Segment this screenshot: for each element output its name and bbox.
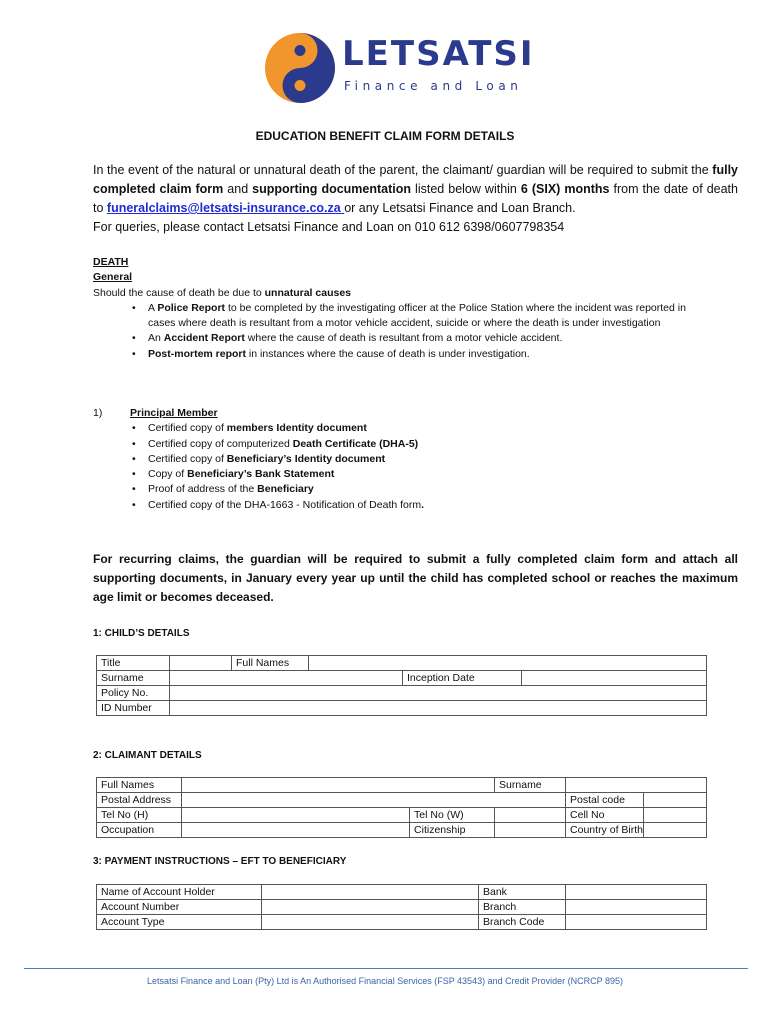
intro-emphasis: supporting documentation (252, 182, 412, 196)
principal-number: 1) (93, 407, 103, 419)
claimant-details-table (96, 777, 707, 838)
branch-field[interactable] (566, 900, 707, 915)
list-item (148, 498, 693, 513)
claimant-details-heading: 2: CLAIMANT DETAILS (93, 750, 202, 761)
intro-text: from the date of death to (93, 182, 738, 215)
occupation-field[interactable] (182, 823, 410, 838)
item-emphasis: Beneficiary’s Identity document (226, 452, 386, 465)
citizenship-label: Citizenship (410, 823, 495, 838)
tel-w-label: Tel No (W) (410, 808, 495, 823)
country-of-birth-label: Country of Birth (566, 823, 644, 838)
full-names-label: Full Names (232, 656, 309, 671)
policy-no-field[interactable] (170, 686, 707, 701)
list-item (148, 467, 693, 482)
branch-code-label: Branch Code (479, 915, 566, 930)
title-field[interactable] (170, 656, 232, 671)
intro-paragraph (93, 161, 738, 218)
death-lead (93, 286, 693, 301)
list-item (148, 301, 693, 332)
claimant-surname-field[interactable] (566, 778, 707, 793)
item-emphasis: members Identity document (226, 422, 367, 435)
tel-h-label: Tel No (H) (97, 808, 182, 823)
inception-date-label: Inception Date (403, 671, 522, 686)
intro-emphasis: fully completed claim form (93, 163, 738, 196)
item-text: An (148, 332, 164, 345)
child-details-heading: 1: CHILD’S DETAILS (93, 628, 190, 639)
postal-code-label: Postal code (566, 793, 644, 808)
death-section (93, 255, 693, 362)
lead-emphasis: unnatural causes (264, 286, 352, 299)
intro-text: or any Letsatsi Finance and Loan Branch. (344, 201, 576, 215)
principal-document-list (93, 421, 693, 513)
surname-field[interactable] (170, 671, 403, 686)
intro-emphasis: 6 (SIX) months (520, 182, 610, 196)
item-text: in instances where the cause of death is under investigation. (246, 347, 530, 360)
country-of-birth-field[interactable] (644, 823, 707, 838)
tel-h-field[interactable] (182, 808, 410, 823)
payment-details-table (96, 884, 707, 930)
list-item (148, 347, 693, 362)
bank-field[interactable] (566, 885, 707, 900)
title-label: Title (97, 656, 170, 671)
surname-label: Surname (97, 671, 170, 686)
item-text: A (148, 301, 158, 314)
logo-wordmark: LETSATSI (342, 34, 535, 74)
item-text: Proof of address of the (148, 483, 258, 496)
list-item (148, 331, 693, 346)
branch-label: Branch (479, 900, 566, 915)
inception-date-field[interactable] (522, 671, 707, 686)
occupation-label: Occupation (97, 823, 182, 838)
account-number-field[interactable] (262, 900, 479, 915)
list-item (148, 421, 693, 436)
item-text: Certified copy of (148, 422, 227, 435)
item-text: Certified copy of computerized (148, 437, 293, 450)
page-title: EDUCATION BENEFIT CLAIM FORM DETAILS (255, 129, 515, 143)
item-emphasis: Police Report (157, 301, 226, 314)
item-emphasis: Accident Report (163, 332, 245, 345)
item-emphasis: . (421, 498, 425, 511)
death-document-list (93, 301, 693, 362)
recurring-claims-notice: For recurring claims, the guardian will be required to submit a fully completed claim form and attach all supporting documents, in January every year up until the child has completed school or reaches the maximum age limit or becomes deceased. (93, 552, 738, 604)
item-text: to be completed by the investigating officer at the Police Station where the incident was reported in cases where death is resultant from a motor vehicle accident, suicide or where the death is under investigation (148, 301, 686, 330)
postal-code-field[interactable] (644, 793, 707, 808)
cell-no-field[interactable] (644, 808, 707, 823)
lead-text: Should the cause of death be due to (93, 286, 265, 299)
id-number-field[interactable] (170, 701, 707, 716)
full-names-field[interactable] (309, 656, 707, 671)
principal-heading: Principal Member (130, 407, 218, 419)
intro-text: In the event of the natural or unnatural death of the parent, the claimant/ guardian will be required to submit the (93, 163, 713, 177)
claimant-surname-label: Surname (495, 778, 566, 793)
payment-instructions-heading: 3: PAYMENT INSTRUCTIONS – EFT TO BENEFICIARY (93, 856, 347, 867)
item-text: Certified copy of (148, 452, 227, 465)
policy-no-label: Policy No. (97, 686, 170, 701)
principal-section (93, 406, 693, 513)
sun-moon-logo-icon (264, 32, 336, 104)
postal-address-field[interactable] (182, 793, 566, 808)
death-heading: DEATH (93, 256, 129, 268)
intro-text: and (223, 182, 253, 196)
account-holder-label: Name of Account Holder (97, 885, 262, 900)
item-emphasis: Beneficiary (257, 483, 314, 496)
account-holder-field[interactable] (262, 885, 479, 900)
general-subheading: General (93, 271, 133, 284)
item-emphasis: Death Certificate (DHA-5) (292, 437, 419, 450)
claimant-full-names-label: Full Names (97, 778, 182, 793)
item-emphasis: Post-mortem report (148, 347, 247, 360)
branch-code-field[interactable] (566, 915, 707, 930)
queries-contact: For queries, please contact Letsatsi Finance and Loan on 010 612 6398/0607798354 (93, 220, 565, 234)
item-text: where the cause of death is resultant from a motor vehicle accident. (244, 332, 563, 345)
list-item (148, 452, 693, 467)
item-text: Copy of (148, 468, 188, 481)
child-details-table (96, 655, 707, 716)
list-item (148, 437, 693, 452)
citizenship-field[interactable] (495, 823, 566, 838)
logo-tagline: Finance and Loan (344, 79, 523, 93)
footer-disclaimer: Letsatsi Finance and Loan (Pty) Ltd is An Authorised Financial Services (FSP 43543) and Credit Provider (NCRCP 895) (147, 976, 623, 986)
account-type-label: Account Type (97, 915, 262, 930)
company-logo (264, 32, 544, 104)
tel-w-field[interactable] (495, 808, 566, 823)
claims-email-link[interactable]: funeralclaims@letsatsi-insurance.co.za (106, 201, 345, 215)
postal-address-label: Postal Address (97, 793, 182, 808)
footer-divider (24, 968, 748, 969)
claimant-full-names-field[interactable] (182, 778, 495, 793)
account-number-label: Account Number (97, 900, 262, 915)
item-text: Certified copy of the DHA-1663 - Notification of Death form (148, 498, 422, 511)
account-type-field[interactable] (262, 915, 479, 930)
list-item (148, 482, 693, 497)
id-number-label: ID Number (97, 701, 170, 716)
cell-no-label: Cell No (566, 808, 644, 823)
item-emphasis: Beneficiary’s Bank Statement (187, 468, 335, 481)
intro-text: listed below within (411, 182, 521, 196)
bank-label: Bank (479, 885, 566, 900)
